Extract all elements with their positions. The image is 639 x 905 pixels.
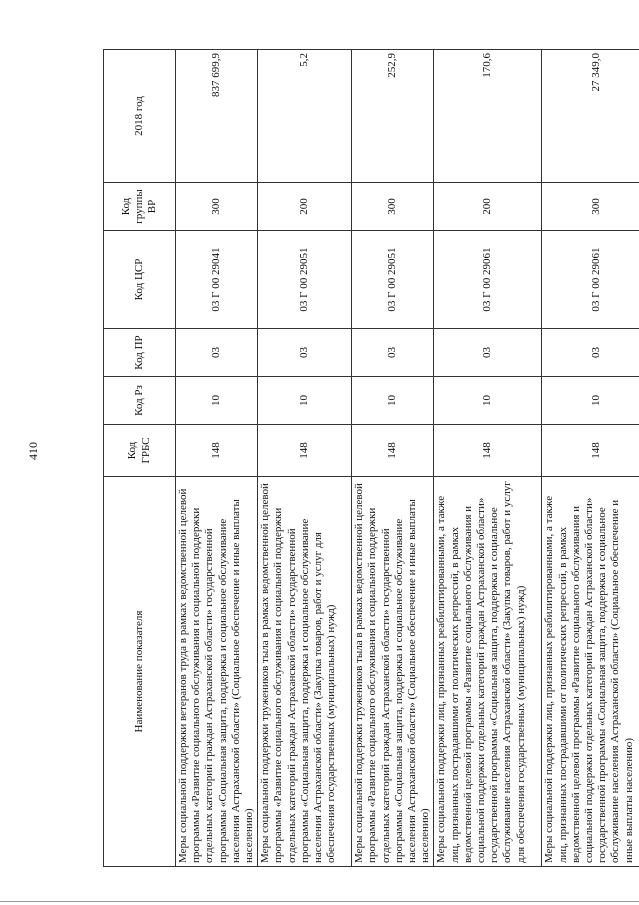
row-csr: 03 Г 00 29061: [434, 231, 542, 329]
row-rz: 10: [258, 377, 352, 425]
rotated-table-region: [103, 50, 639, 867]
header-grbs: Код ГРБС: [104, 425, 176, 477]
row-rz: 10: [352, 377, 434, 425]
row-amount: 5,2: [258, 50, 352, 183]
row-pr: 03: [176, 329, 258, 377]
row-amount: 27 349,0: [542, 50, 639, 183]
row-csr: 03 Г 00 29051: [352, 231, 434, 329]
header-year: 2018 год: [104, 50, 176, 183]
row-amount: 252,9: [352, 50, 434, 183]
header-row: [104, 50, 176, 867]
row-grbs: 148: [434, 425, 542, 477]
page-bottom-rule: [0, 901, 639, 902]
header-vr: Код группы ВР: [104, 183, 176, 231]
row-csr: 03 Г 00 29061: [542, 231, 639, 329]
row-csr: 03 Г 00 29041: [176, 231, 258, 329]
row-grbs: 148: [258, 425, 352, 477]
row-vr: 300: [542, 183, 639, 231]
row-pr: 03: [258, 329, 352, 377]
row-grbs: 148: [352, 425, 434, 477]
row-pr: 03: [352, 329, 434, 377]
page-number: 410: [26, 442, 40, 460]
budget-table: [103, 49, 639, 867]
table-row: [258, 50, 352, 867]
row-amount: 170,6: [434, 50, 542, 183]
row-rz: 10: [542, 377, 639, 425]
row-rz: 10: [434, 377, 542, 425]
row-vr: 300: [352, 183, 434, 231]
row-name: Меры социальной поддержки тружеников тыла в рамках ведомственной целевой программы «Развитие социального обслуживания и социальной поддержки отдельных категорий граждан Астраханской области» государственной программы «Социальная защита, поддержка и социальное обслуживание населения Астраханской области» (Социальное обеспечение и иные выплаты населению): [352, 477, 434, 867]
row-name: Меры социальной поддержки ветеранов труда в рамках ведомственной целевой программы «Развитие социального обслуживания и социальной поддержки отдельных категорий граждан Астраханской области» государственной программы «Социальная защита, поддержка и социальное обслуживание населения Астраханской области» (Социальное обеспечение и иные выплаты населению): [176, 477, 258, 867]
row-pr: 03: [542, 329, 639, 377]
row-pr: 03: [434, 329, 542, 377]
header-name: Наименование показателя: [104, 477, 176, 867]
table-row: [434, 50, 542, 867]
row-grbs: 148: [542, 425, 639, 477]
row-vr: 200: [434, 183, 542, 231]
header-csr: Код ЦСР: [104, 231, 176, 329]
row-grbs: 148: [176, 425, 258, 477]
row-vr: 200: [258, 183, 352, 231]
rotated-table-canvas: [103, 50, 639, 867]
header-rz: Код Рз: [104, 377, 176, 425]
header-pr: Код ПР: [104, 329, 176, 377]
row-name: Меры социальной поддержки лиц, признанных реабилитированными, а также лиц, признанных пострадавшими от политических репрессий, в рамках ведомственной целевой программы «Развитие социального обслуживания и социальной поддержки отдельных категорий граждан Астраханской области» государственной программы «Социальная защита, поддержка и социальное обслуживание населения Астраханской области» (Социальное обеспечение и иные выплаты населению): [542, 477, 639, 867]
row-name: Меры социальной поддержки лиц, признанных реабилитированными, а также лиц, признанных пострадавшими от политических репрессий, в рамках ведомственной целевой программы «Развитие социального обслуживания и социальной поддержки отдельных категорий граждан Астраханской области» государственной программы «Социальная защита, поддержка и социальное обслуживание населения Астраханской области» (Закупка товаров, работ и услуг для обеспечения государственных (муниципальных) нужд): [434, 477, 542, 867]
row-name: Меры социальной поддержки тружеников тыла в рамках ведомственной целевой программы «Развитие социального обслуживания и социальной поддержки отдельных категорий граждан Астраханской области» государственной программы «Социальная защита, поддержка и социальное обслуживание населения Астраханской области» (Закупка товаров, работ и услуг для обеспечения государственных (муниципальных) нужд): [258, 477, 352, 867]
row-rz: 10: [176, 377, 258, 425]
table-row: [542, 50, 639, 867]
table-row: [352, 50, 434, 867]
row-amount: 837 699,9: [176, 50, 258, 183]
row-csr: 03 Г 00 29051: [258, 231, 352, 329]
row-vr: 300: [176, 183, 258, 231]
table-row: [176, 50, 258, 867]
